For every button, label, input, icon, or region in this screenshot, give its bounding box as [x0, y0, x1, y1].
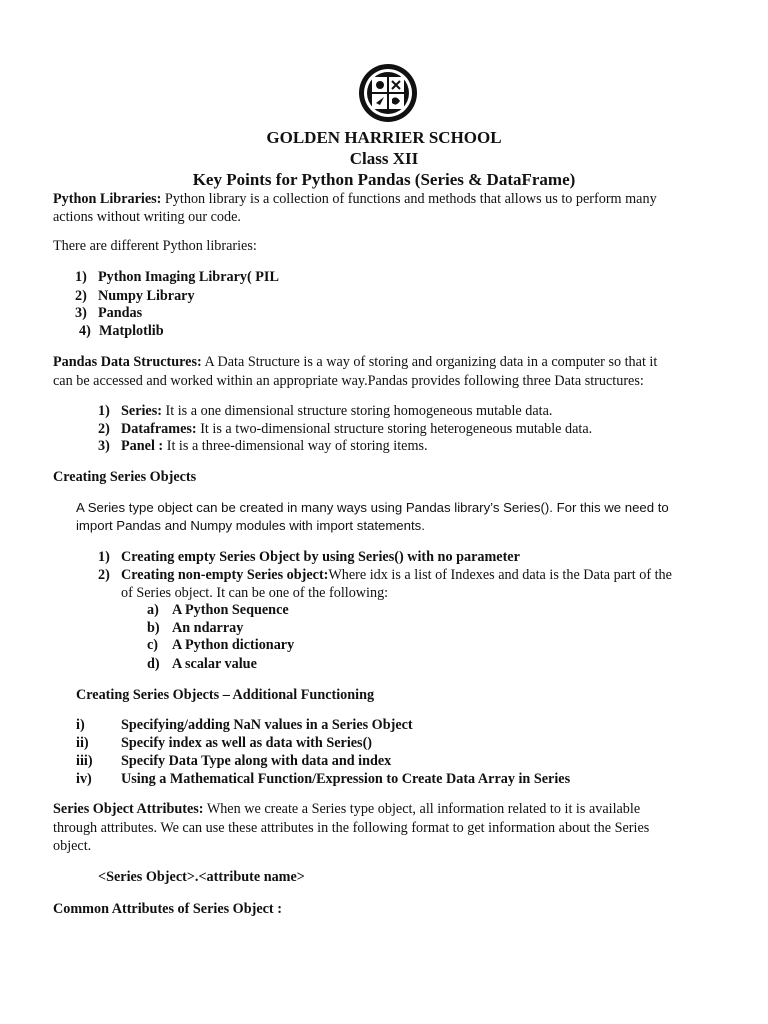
attribute-format: <Series Object>.<attribute name> [98, 869, 305, 885]
creating-series-paragraph-cont: import Pandas and Numpy modules with import statements. [76, 518, 425, 533]
python-libraries-heading: Python Libraries: [53, 191, 162, 207]
creating-series-heading: Creating Series Objects [53, 469, 197, 485]
list-item: Matplotlib [99, 323, 164, 339]
roman-number: i) [76, 717, 85, 733]
sublist-item: A Python Sequence [172, 602, 289, 618]
data-structures-text-cont: can be accessed and worked within an appropriate way.Pandas provides following three Data structures: [53, 373, 644, 389]
list-number: 1) [75, 269, 87, 285]
sublist-letter: a) [147, 602, 159, 618]
sublist-letter: c) [147, 637, 159, 653]
list-item-desc: It is a two-dimensional structure storing heterogeneous mutable data. [200, 421, 593, 437]
school-name: GOLDEN HARRIER SCHOOL [266, 128, 502, 147]
roman-item: Specify index as well as data with Series() [121, 735, 373, 751]
list-item: Numpy Library [98, 288, 195, 304]
data-structures-text: A Data Structure is a way of storing and organizing data in a computer so that it [204, 354, 658, 370]
list-item [121, 402, 552, 420]
sublist-item: An ndarray [172, 620, 244, 636]
page-title: Key Points for Python Pandas (Series & DataFrame) [192, 170, 576, 189]
list-number: 3) [75, 305, 87, 321]
list-item: Python Imaging Library( PIL [98, 269, 279, 285]
python-libraries-text: Python library is a collection of functions and methods that allows us to perform many [164, 191, 657, 207]
list-number: 2) [98, 421, 110, 437]
attributes-text-end: object. [53, 838, 92, 854]
roman-number: iii) [76, 753, 93, 769]
python-libraries-paragraph [53, 190, 657, 208]
data-structures-paragraph [53, 353, 657, 371]
sublist-letter: b) [147, 620, 160, 636]
roman-item: Specifying/adding NaN values in a Series Object [121, 717, 413, 733]
list-number: 4) [79, 323, 91, 339]
class-name: Class XII [349, 149, 419, 168]
creating-series-paragraph: A Series type object can be created in many ways using Pandas library’s Series(). For this we need to [76, 500, 669, 515]
sublist-item: A scalar value [172, 656, 257, 672]
list-item-desc: It is a three-dimensional way of storing items. [166, 438, 428, 454]
list-number: 3) [98, 438, 110, 454]
list-item [121, 437, 428, 455]
sublist-item: A Python dictionary [172, 637, 295, 653]
roman-number: ii) [76, 735, 89, 751]
attributes-heading: Series Object Attributes: [53, 801, 204, 817]
additional-heading: Creating Series Objects – Additional Functioning [76, 687, 375, 703]
list-item-desc: It is a one dimensional structure storing homogeneous mutable data. [165, 403, 553, 419]
attributes-paragraph [53, 800, 640, 818]
list-item-term: Series: [121, 403, 162, 419]
attributes-text-cont: through attributes. We can use these attributes in the following format to get information about the Series [53, 820, 650, 836]
list-number: 1) [98, 403, 110, 419]
attributes-text: When we create a Series type object, all information related to it is available [206, 801, 641, 817]
list-item-desc: Where idx is a list of Indexes and data is the Data part of the [328, 567, 672, 583]
python-libraries-text-cont: actions without writing our code. [53, 209, 241, 225]
list-item: Pandas [98, 305, 143, 321]
list-item [121, 420, 592, 438]
list-number: 2) [75, 288, 87, 304]
list-item-term: Panel : [121, 438, 164, 454]
list-item-cont: of Series object. It can be one of the following: [121, 585, 389, 601]
list-item-term: Creating non-empty Series object: [121, 567, 329, 583]
school-crest-logo [358, 63, 418, 123]
list-item-term: Dataframes: [121, 421, 197, 437]
data-structures-heading: Pandas Data Structures: [53, 354, 202, 370]
list-item [121, 566, 672, 584]
libraries-intro: There are different Python libraries: [53, 238, 257, 254]
sublist-letter: d) [147, 656, 160, 672]
list-number: 2) [98, 567, 110, 583]
list-item: Creating empty Series Object by using Series() with no parameter [121, 549, 520, 565]
common-attributes-heading: Common Attributes of Series Object : [53, 901, 282, 917]
list-number: 1) [98, 549, 110, 565]
roman-item: Using a Mathematical Function/Expression to Create Data Array in Series [121, 771, 571, 787]
roman-number: iv) [76, 771, 92, 787]
roman-item: Specify Data Type along with data and index [121, 753, 392, 769]
